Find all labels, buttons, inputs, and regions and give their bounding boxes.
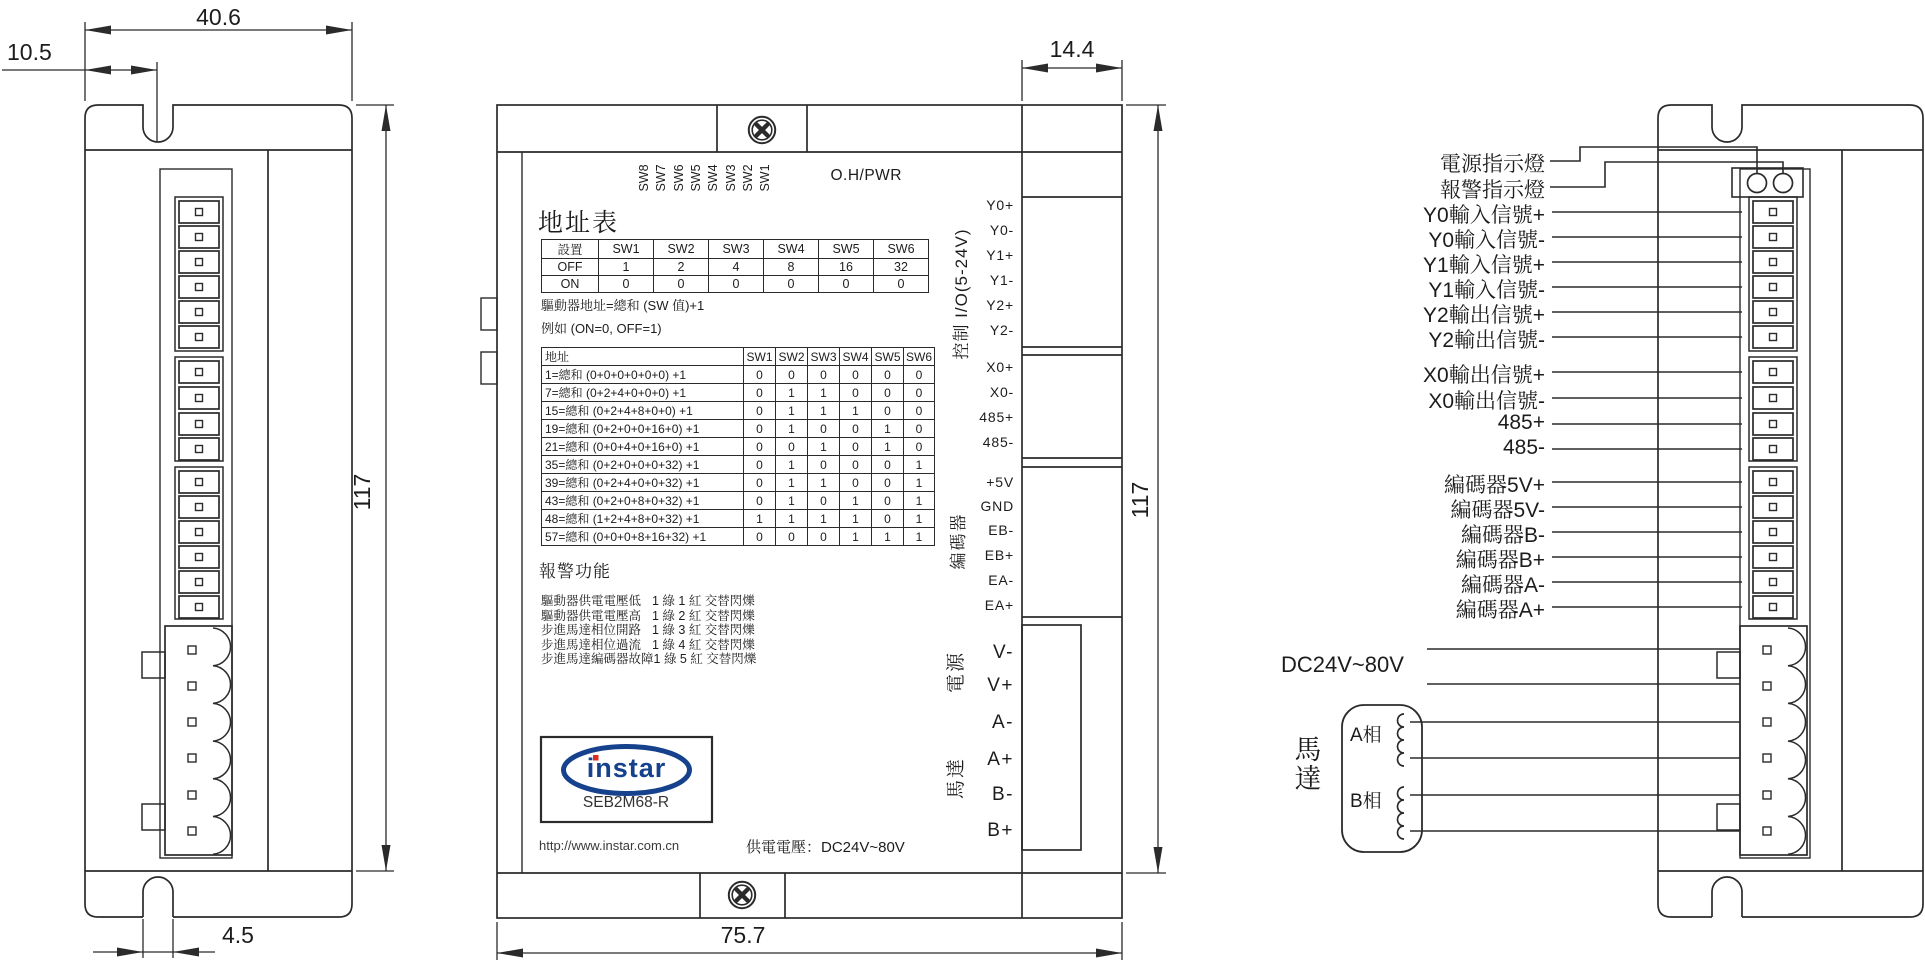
table-cell: 0	[808, 456, 840, 474]
table-cell: 設置	[542, 240, 599, 259]
terminal-label: 485-	[982, 434, 1014, 450]
addr-table-title: 地址表	[538, 209, 620, 237]
table-cell: SW2	[776, 348, 808, 366]
table-cell: 19=總和 (0+2+0+0+16+0) +1	[542, 420, 744, 438]
table-cell: 1	[840, 402, 872, 420]
dim-top-width: 40.6	[196, 4, 241, 30]
terminal-label: Y1-	[989, 272, 1014, 288]
dip-switch-label: SW7	[654, 164, 669, 192]
table-cell: 0	[709, 276, 764, 293]
table-cell: 35=總和 (0+2+0+0+0+32) +1	[542, 456, 744, 474]
terminal-label: Y2+	[986, 297, 1014, 313]
table-cell: 0	[904, 366, 935, 384]
wiring-label: 報警指示燈	[1440, 179, 1545, 202]
table-cell: 1	[840, 492, 872, 510]
dip-switch-label: SW4	[706, 164, 721, 192]
dim-bottom-notch: 4.5	[222, 922, 254, 948]
table-cell: 0	[808, 492, 840, 510]
alarm-blink-code: 1 綠 1 紅 交替閃爍	[652, 594, 755, 608]
model-text: SEB2M68-R	[582, 794, 670, 811]
terminal-label: B-	[992, 784, 1014, 805]
table-cell: 1	[904, 510, 935, 528]
table-cell: 0	[654, 276, 709, 293]
table-cell: 0	[744, 456, 776, 474]
table-cell: 8	[764, 259, 819, 276]
table-cell: 1	[776, 474, 808, 492]
address-example-table	[541, 347, 935, 546]
table-cell: SW1	[744, 348, 776, 366]
group-encoder-label: 編碼器	[949, 512, 968, 570]
wiring-label: 編碼器A-	[1461, 574, 1545, 597]
dip-switch-label: SW8	[637, 164, 651, 192]
dim-height-left: 117	[349, 473, 375, 511]
table-cell: 0	[808, 420, 840, 438]
terminal-label: A+	[987, 749, 1014, 770]
table-cell: 0	[744, 384, 776, 402]
table-cell: 0	[776, 438, 808, 456]
table-cell: 0	[808, 528, 840, 546]
table-cell: SW3	[709, 240, 764, 259]
wiring-label: 485-	[1502, 436, 1545, 459]
table-cell: 48=總和 (1+2+4+8+0+32) +1	[542, 510, 744, 528]
table-cell: 0	[904, 420, 935, 438]
table-cell: 0	[904, 438, 935, 456]
table-cell: 0	[872, 474, 904, 492]
wiring-label: 電源指示燈	[1440, 153, 1545, 176]
dim-bottom-width: 75.7	[720, 922, 766, 948]
table-cell: 1	[776, 402, 808, 420]
table-cell: 1	[776, 492, 808, 510]
table-cell: 0	[744, 402, 776, 420]
alarm-name: 驅動器供電電壓高	[541, 608, 642, 623]
group-power-label: 電源	[946, 651, 967, 694]
dim-height-mid: 117	[1127, 481, 1153, 519]
group-motor-label: 馬達	[946, 757, 967, 800]
table-cell: 1	[872, 420, 904, 438]
table-cell: 43=總和 (0+2+0+8+0+32) +1	[542, 492, 744, 510]
wiring-label: 編碼器A+	[1455, 599, 1545, 622]
wiring-label: Y2輸出信號-	[1428, 329, 1545, 352]
phase-b-label: B相	[1350, 791, 1382, 812]
alarm-blink-code: 1 綠 3 紅 交替閃爍	[652, 623, 755, 638]
wiring-label: Y0輸入信號+	[1423, 204, 1545, 227]
dip-switch-label: SW1	[758, 164, 772, 192]
table-cell: 1=總和 (0+0+0+0+0+0) +1	[542, 366, 744, 384]
table-cell: SW1	[599, 240, 654, 259]
table-cell: SW4	[840, 348, 872, 366]
table-cell: 1	[808, 384, 840, 402]
wiring-label: 編碼器5V-	[1450, 499, 1545, 522]
terminal-label: Y0+	[986, 197, 1014, 213]
alarm-name: 步進馬達編碼器故障	[541, 652, 654, 667]
terminal-label: V+	[987, 675, 1014, 696]
example-note: 例如 (ON=0, OFF=1)	[541, 321, 662, 336]
table-cell: 0	[872, 492, 904, 510]
table-cell: 1	[840, 510, 872, 528]
wiring-label: Y1輸入信號+	[1423, 254, 1545, 277]
table-cell: 0	[744, 528, 776, 546]
data-table	[541, 239, 929, 293]
terminal-label: 485+	[979, 409, 1014, 425]
table-cell: 0	[744, 438, 776, 456]
alarm-blink-code: 1 綠 2 紅 交替閃爍	[652, 608, 755, 623]
wiring-label: Y0輸入信號-	[1428, 229, 1545, 252]
oh-pwr-label: O.H/PWR	[830, 167, 902, 184]
group-io-label: 控制 I/O(5-24V)	[952, 228, 971, 360]
terminal-label: X0+	[986, 359, 1014, 375]
terminal-label: B+	[987, 820, 1014, 841]
terminal-label: Y0-	[989, 222, 1014, 238]
table-cell: SW4	[764, 240, 819, 259]
table-cell: 0	[840, 420, 872, 438]
table-cell: 1	[776, 384, 808, 402]
table-cell: 15=總和 (0+2+4+8+0+0) +1	[542, 402, 744, 420]
table-cell: 1	[776, 510, 808, 528]
terminal-label: Y1+	[986, 247, 1014, 263]
table-cell: 0	[872, 510, 904, 528]
table-cell: 0	[840, 438, 872, 456]
table-cell: 0	[872, 456, 904, 474]
table-cell: 1	[904, 456, 935, 474]
dip-switch-label: SW2	[740, 164, 755, 192]
url-text: http://www.instar.com.cn	[539, 838, 680, 853]
alarm-name: 步進馬達相位過流	[541, 637, 642, 652]
table-cell: 0	[776, 366, 808, 384]
wiring-label: 編碼器B-	[1461, 524, 1545, 547]
table-cell: 1	[872, 528, 904, 546]
table-cell: 1	[840, 528, 872, 546]
terminal-label: EA-	[988, 572, 1014, 588]
table-cell: SW6	[904, 348, 935, 366]
dip-switch-label: SW6	[671, 164, 686, 192]
table-cell: 1	[904, 474, 935, 492]
table-cell: SW6	[874, 240, 929, 259]
table-cell: 1	[808, 474, 840, 492]
table-cell: 0	[840, 366, 872, 384]
table-cell: 39=總和 (0+2+4+0+0+32) +1	[542, 474, 744, 492]
alarm-blink-code: 1 綠 4 紅 交替閃爍	[652, 637, 755, 652]
logo-text: instar	[586, 753, 667, 783]
table-cell: SW5	[872, 348, 904, 366]
table-cell: 0	[808, 366, 840, 384]
table-cell: 1	[904, 492, 935, 510]
wiring-label: X0輸出信號-	[1428, 390, 1545, 413]
table-cell: 0	[744, 474, 776, 492]
terminal-label: +5V	[986, 474, 1014, 490]
dip-address-table	[541, 239, 929, 293]
table-cell: 57=總和 (0+0+0+8+16+32) +1	[542, 528, 744, 546]
table-cell: 0	[840, 384, 872, 402]
table-cell: 0	[819, 276, 874, 293]
table-cell: 2	[654, 259, 709, 276]
table-cell: 0	[744, 492, 776, 510]
table-cell: 0	[599, 276, 654, 293]
table-cell: 0	[874, 276, 929, 293]
wiring-label: X0輸出信號+	[1423, 364, 1545, 387]
addr-note: 驅動器地址=總和 (SW 值)+1	[541, 298, 705, 313]
table-cell: 1	[872, 438, 904, 456]
alarm-title: 報警功能	[539, 562, 611, 581]
table-cell: 0	[904, 384, 935, 402]
table-cell: 0	[872, 366, 904, 384]
table-cell: SW2	[654, 240, 709, 259]
wiring-label: Y2輸出信號+	[1423, 304, 1545, 327]
wiring-label: Y1輸入信號-	[1428, 279, 1545, 302]
table-cell: 1	[776, 456, 808, 474]
terminal-label: X0-	[989, 384, 1014, 400]
wiring-label: 編碼器5V+	[1444, 474, 1545, 497]
table-cell: 4	[709, 259, 764, 276]
dip-switch-label: SW3	[723, 164, 738, 192]
terminal-label: V-	[993, 642, 1014, 663]
data-table	[541, 347, 935, 546]
table-cell: 地址	[542, 348, 744, 366]
dim-notch-offset: 10.5	[7, 39, 52, 65]
alarm-name: 步進馬達相位開路	[541, 623, 642, 638]
table-cell: 1	[904, 528, 935, 546]
table-cell: 0	[744, 420, 776, 438]
alarm-name: 驅動器供電電壓低	[541, 594, 642, 608]
terminal-label: EB+	[984, 547, 1014, 563]
terminal-label: Y2-	[989, 322, 1014, 338]
table-cell: 16	[819, 259, 874, 276]
table-cell: OFF	[542, 259, 599, 276]
dim-right-depth: 14.4	[1049, 36, 1095, 62]
wiring-label: 485+	[1497, 411, 1545, 434]
table-cell: 1	[744, 510, 776, 528]
table-cell: 32	[874, 259, 929, 276]
table-cell: 1	[808, 438, 840, 456]
table-cell: 0	[904, 402, 935, 420]
phase-a-label: A相	[1350, 725, 1382, 746]
table-cell: 0	[776, 528, 808, 546]
terminal-label: A-	[992, 712, 1014, 733]
table-cell: 1	[808, 402, 840, 420]
table-cell: 0	[764, 276, 819, 293]
table-cell: 1	[776, 420, 808, 438]
alarm-blink-code: 1 綠 5 紅 交替閃爍	[653, 652, 757, 667]
table-cell: 21=總和 (0+0+4+0+16+0) +1	[542, 438, 744, 456]
terminal-label: GND	[980, 498, 1014, 514]
terminal-label: EB-	[988, 522, 1014, 538]
table-cell: 0	[840, 474, 872, 492]
table-cell: 7=總和 (0+2+4+0+0+0) +1	[542, 384, 744, 402]
dip-switch-label: SW5	[688, 164, 703, 192]
table-cell: 0	[744, 366, 776, 384]
table-cell: 0	[840, 456, 872, 474]
table-cell: 1	[808, 510, 840, 528]
terminal-label: EA+	[984, 597, 1014, 613]
table-cell: 0	[872, 384, 904, 402]
table-cell: SW5	[819, 240, 874, 259]
table-cell: SW3	[808, 348, 840, 366]
table-cell: ON	[542, 276, 599, 293]
table-cell: 0	[872, 402, 904, 420]
motor-label: 馬達	[1294, 735, 1322, 794]
wiring-label: 編碼器B+	[1455, 549, 1545, 572]
dc-supply-label: DC24V~80V	[1281, 652, 1404, 677]
alarm-row	[541, 649, 756, 667]
table-cell: 1	[599, 259, 654, 276]
supply-text: 供電電壓：DC24V~80V	[746, 839, 905, 856]
